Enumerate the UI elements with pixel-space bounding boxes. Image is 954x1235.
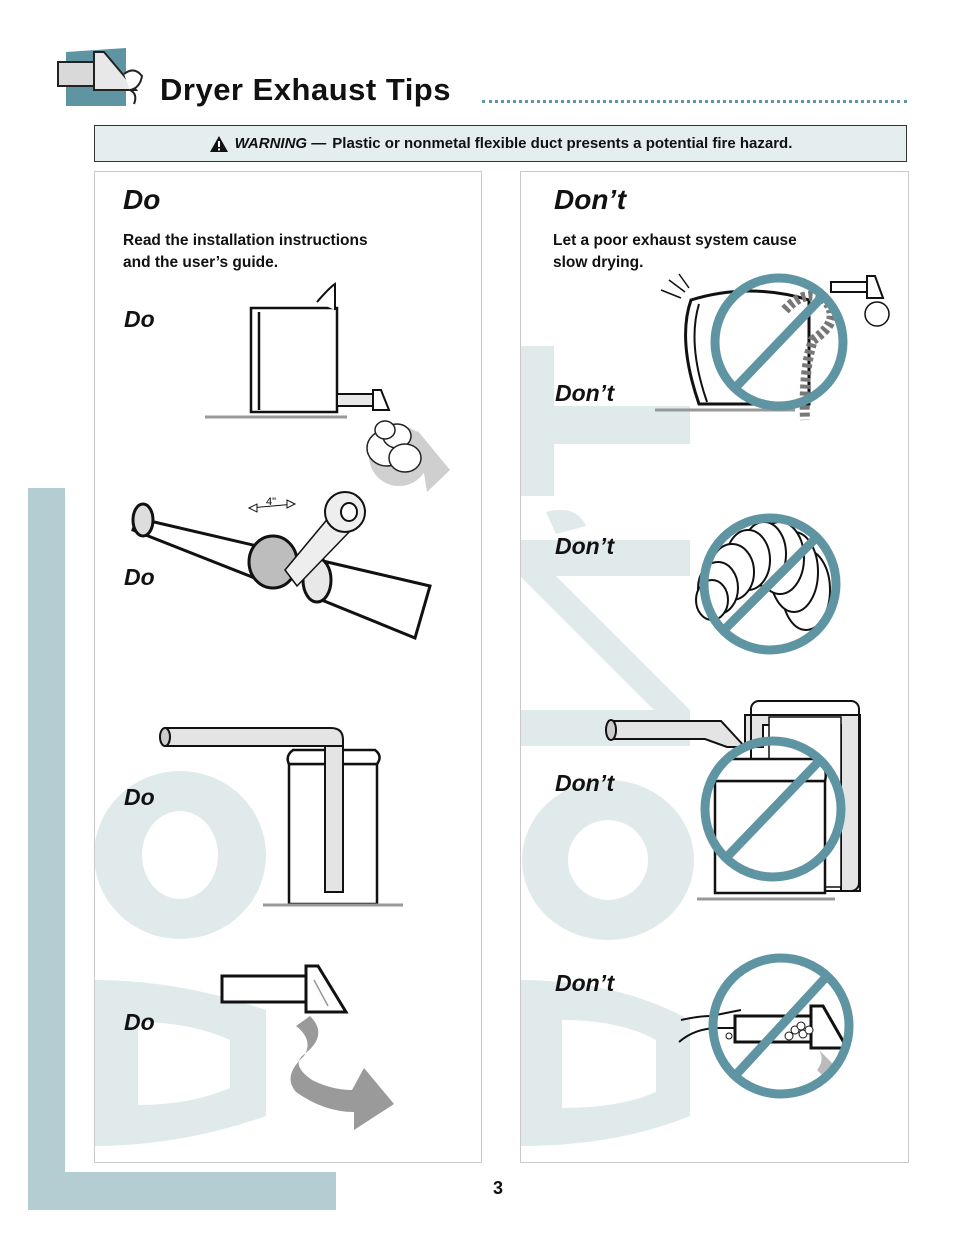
dont-heading: Don’t	[554, 184, 627, 215]
warning-text: Plastic or nonmetal flexible duct presents a potential fire hazard.	[332, 135, 793, 152]
warning-triangle-icon	[209, 135, 229, 153]
dont-label-1: Don’t	[555, 380, 615, 406]
dont-subtitle-line1: Let a poor exhaust system cause	[553, 232, 797, 249]
dimension-label: 4"	[266, 496, 277, 508]
long-coiled-duct-icon	[690, 510, 850, 660]
warning-banner	[94, 125, 907, 162]
do-label-1: Do	[124, 306, 155, 332]
crushed-flex-duct-icon	[655, 270, 895, 420]
dont-subtitle	[553, 230, 797, 274]
clogged-exhaust-hood-icon	[677, 950, 857, 1100]
do-watermark-bar	[28, 488, 65, 1210]
dont-label-2: Don’t	[555, 533, 615, 559]
duct-logo-icon	[56, 46, 156, 112]
warning-label: WARNING —	[234, 135, 327, 152]
too-many-elbows-icon	[605, 695, 865, 900]
dryer-vent-outside-icon	[205, 280, 455, 500]
title-leader-dots	[482, 100, 907, 103]
foil-tape-joint-icon	[125, 490, 435, 650]
dont-label-3: Don’t	[555, 770, 615, 796]
do-label-4: Do	[124, 1009, 155, 1035]
clean-exhaust-hood-icon	[218, 960, 418, 1125]
do-label-3: Do	[124, 784, 155, 810]
do-label-2: Do	[124, 564, 155, 590]
page-title: Dryer Exhaust Tips	[160, 72, 451, 107]
do-subtitle-line1: Read the installation instructions	[123, 232, 368, 249]
dont-subtitle-line2: slow drying.	[553, 254, 644, 271]
page-number: 3	[492, 1178, 503, 1198]
rigid-duct-over-dryer-icon	[155, 720, 405, 910]
do-subtitle-line2: and the user’s guide.	[123, 254, 279, 271]
do-heading: Do	[123, 184, 161, 215]
do-subtitle	[123, 230, 368, 274]
dont-label-4: Don’t	[555, 970, 615, 996]
